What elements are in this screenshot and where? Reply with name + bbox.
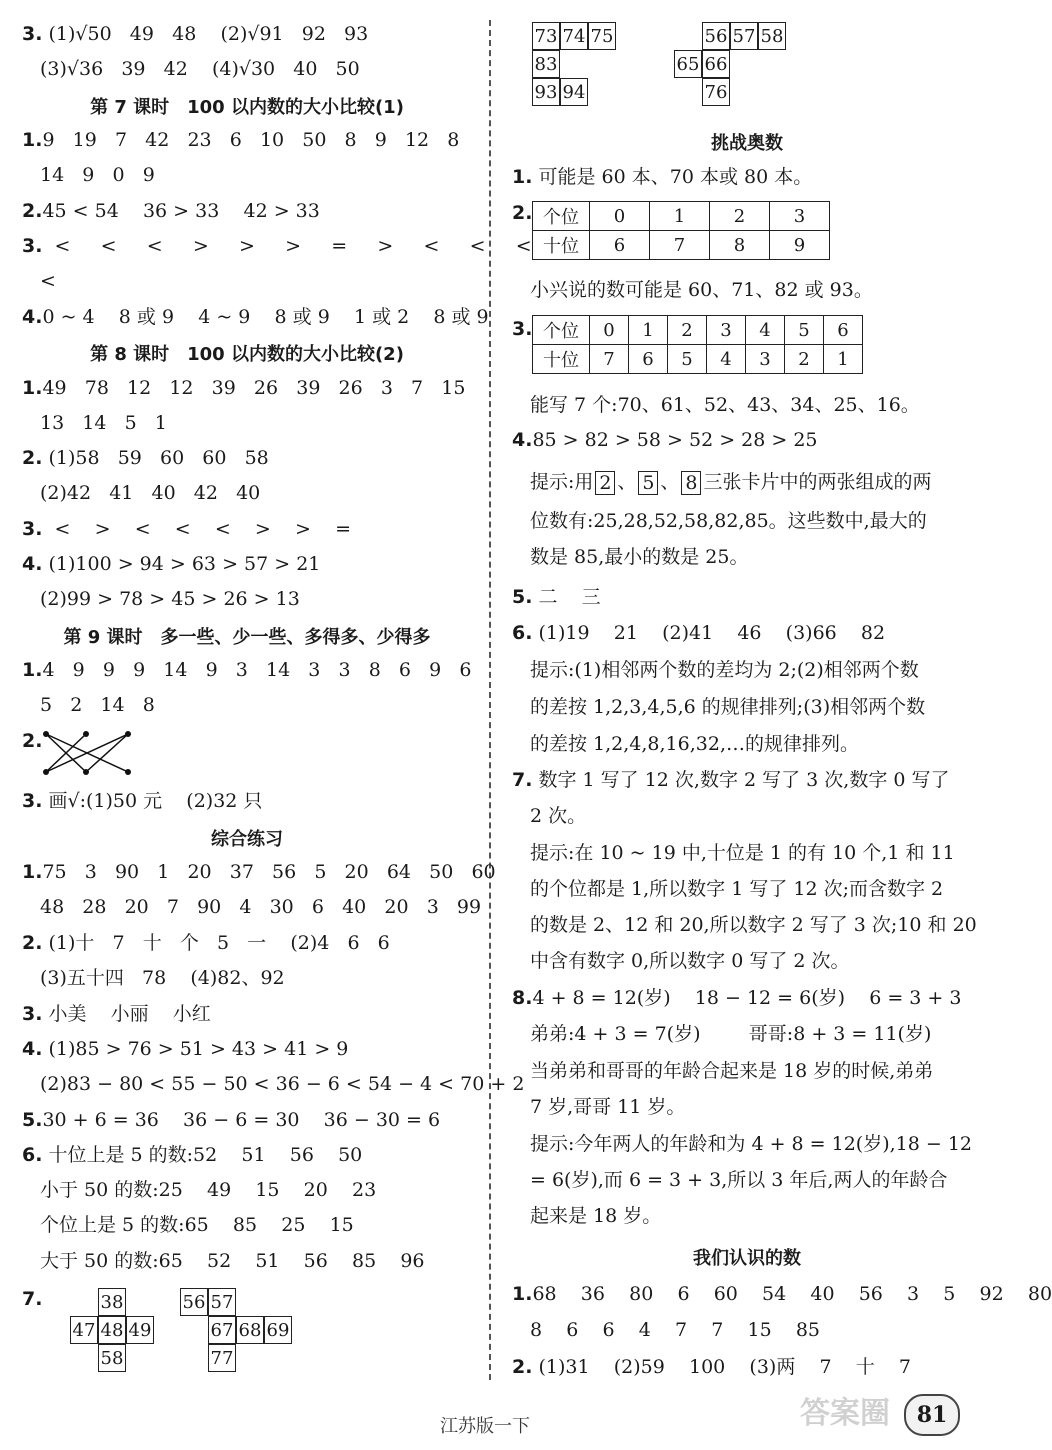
- answer-line: [22, 1213, 354, 1237]
- answer-text: 45 < 54 36 > 33 42 > 33: [42, 200, 320, 222]
- answer-text: 5 2 14 8: [40, 694, 155, 716]
- answer-line: [22, 966, 285, 990]
- hint-text: 提示:(1)相邻两个数的差均为 2;(2)相邻两个数: [530, 659, 919, 681]
- answer-line: [22, 931, 390, 955]
- answer-line: [22, 517, 351, 541]
- table-cell: 3: [770, 202, 830, 231]
- grid-cell: 94: [560, 78, 588, 106]
- question-number: 5.: [512, 586, 533, 608]
- question-number: 3.: [22, 518, 43, 540]
- grid-cell: 38: [98, 1288, 126, 1316]
- table-cell: 十位: [533, 345, 590, 374]
- footer-text: 江苏版一下: [440, 1416, 530, 1437]
- table-cell: 7: [590, 345, 629, 374]
- answer-line: [512, 1022, 931, 1046]
- question-number: 2.: [22, 932, 43, 954]
- answer-line: [512, 913, 977, 937]
- answer-line: [22, 1072, 524, 1096]
- hint-text: 提示:在 10 ~ 19 中,十位是 1 的有 10 个,1 和 11: [530, 842, 955, 864]
- answer-line: [22, 481, 260, 505]
- table-cell: 0: [590, 316, 629, 345]
- matching-diagram: [40, 728, 140, 778]
- table-cell: 1: [824, 345, 863, 374]
- answer-text: 13 14 5 1: [40, 412, 167, 434]
- answer-text: 2 次。: [530, 805, 587, 827]
- answer-line: [512, 695, 925, 719]
- answer-text: 75 3 90 1 20 37 56 5 20 64 50 60: [42, 861, 496, 883]
- answer-text: 49 78 12 12 39 26 39 26 3 7 15: [42, 377, 466, 399]
- question-number: 2.: [512, 202, 533, 224]
- answer-line: [512, 949, 850, 973]
- answer-line: [22, 552, 320, 576]
- question-number: 1.: [22, 861, 43, 883]
- hint-text: 三张卡片中的两张组成的两: [703, 471, 932, 493]
- answer-line: [512, 621, 885, 645]
- answer-line: [22, 1108, 440, 1132]
- question-number: 3.: [22, 790, 43, 812]
- grid-cell: 56: [180, 1288, 208, 1316]
- answer-line: [22, 693, 155, 717]
- answer-line: [22, 411, 167, 435]
- table-cell: 9: [770, 231, 830, 260]
- grid-cell: 58: [758, 22, 786, 50]
- section-heading: 第 7 课时 100 以内数的大小比较(1): [90, 97, 404, 118]
- answer-text: 可能是 60 本、70 本或 80 本。: [532, 166, 813, 188]
- answer-text: (2)42 41 40 42 40: [40, 482, 261, 504]
- answer-text: (1)58 59 60 60 58: [42, 447, 269, 469]
- question-number: 1.: [512, 1283, 533, 1305]
- grid-cell: 74: [560, 22, 588, 50]
- table-cell: 6: [629, 345, 668, 374]
- answer-line: [512, 393, 920, 417]
- table-cell: 4: [746, 316, 785, 345]
- table-cell: 十位: [533, 231, 590, 260]
- answer-line: [512, 317, 532, 341]
- answer-text: (2)99 > 78 > 45 > 26 > 13: [40, 588, 300, 610]
- table-cell: 5: [785, 316, 824, 345]
- table-cell: 1: [650, 202, 710, 231]
- answer-line: [22, 269, 56, 293]
- grid-cell: 83: [532, 50, 560, 78]
- answer-line: [512, 585, 601, 609]
- answer-text: (3)五十四 78 (4)82、92: [40, 967, 285, 989]
- table-cell: 3: [707, 316, 746, 345]
- question-number: 4.: [22, 306, 43, 328]
- answer-text: 弟弟:4 + 3 = 7(岁) 哥哥:8 + 3 = 11(岁): [530, 1023, 932, 1045]
- table-cell: 8: [710, 231, 770, 260]
- answer-text: 4 9 9 9 14 9 3 14 3 3 8 6 9 6: [42, 659, 472, 681]
- answer-text: 的数是 2、12 和 20,所以数字 2 写了 3 次;10 和 20: [530, 914, 977, 936]
- question-number: 5.: [22, 1109, 43, 1131]
- hint-text: 提示:用: [530, 471, 594, 493]
- grid-cell: 75: [588, 22, 616, 50]
- place-value-table-2: [532, 201, 830, 260]
- answer-line: [512, 545, 748, 569]
- watermark: 答案圈: [800, 1396, 890, 1431]
- table-cell: 4: [707, 345, 746, 374]
- answer-line: [22, 1002, 211, 1026]
- answer-line: [22, 57, 360, 81]
- answer-text: 48 28 20 7 90 4 30 6 40 20 3 99: [40, 896, 482, 918]
- answer-text: (1)85 > 76 > 51 > 43 > 41 > 9: [42, 1038, 349, 1060]
- table-cell: 5: [668, 345, 707, 374]
- answer-line: [22, 163, 155, 187]
- answer-line: [512, 1168, 947, 1192]
- answer-line: [512, 804, 586, 828]
- grid-cell: 68: [236, 1316, 264, 1344]
- answer-line: [512, 768, 950, 792]
- answer-line: [512, 165, 812, 189]
- question-number: 6.: [22, 1144, 43, 1166]
- answer-text: 数字 1 写了 12 次,数字 2 写了 3 次,数字 0 写了: [532, 769, 950, 791]
- answer-line: [22, 199, 320, 223]
- grid-cell: 57: [208, 1288, 236, 1316]
- answer-text: 的差按 1,2,4,8,16,32,…的规律排列。: [530, 733, 859, 755]
- answer-line: [512, 1132, 972, 1156]
- question-number: 1.: [512, 166, 533, 188]
- footer: [0, 1390, 1000, 1450]
- hint-text: 提示:今年两人的年龄和为 4 + 8 = 12(岁),18 − 12: [530, 1133, 973, 1155]
- answer-text: 小兴说的数可能是 60、71、82 或 93。: [530, 279, 873, 301]
- answer-line: [512, 1355, 911, 1379]
- grid-cell: 57: [730, 22, 758, 50]
- answer-line: [22, 1143, 362, 1167]
- answer-text: 0 ~ 4 8 或 9 4 ~ 9 8 或 9 1 或 2 8 或 9: [42, 306, 489, 328]
- answer-text: 7 岁,哥哥 11 岁。: [530, 1096, 686, 1118]
- answer-text: 8 6 6 4 7 7 15 85: [530, 1319, 820, 1341]
- answer-text: 85 > 82 > 58 > 52 > 28 > 25: [532, 429, 818, 451]
- digit-card: 5: [638, 471, 658, 495]
- answer-line: [22, 22, 368, 46]
- answer-line: [22, 789, 262, 813]
- answer-text: 小于 50 的数:25 49 15 20 23: [40, 1179, 377, 1201]
- answer-text: < > < < < > > =: [42, 518, 351, 540]
- answer-line: [512, 1204, 661, 1228]
- question-number: 3.: [22, 235, 43, 257]
- answer-line: [512, 428, 818, 452]
- question-number: 7.: [512, 769, 533, 791]
- grid-cell: 93: [532, 78, 560, 106]
- section-heading: 综合练习: [211, 829, 283, 850]
- answer-line: [22, 234, 532, 258]
- answer-line: [512, 986, 961, 1010]
- answer-text: 4 + 8 = 12(岁) 18 − 12 = 6(岁) 6 = 3 + 3: [532, 987, 962, 1009]
- answer-text: 位数有:25,28,52,58,82,85。这些数中,最大的: [530, 510, 927, 532]
- answer-text: (1)19 21 (2)41 46 (3)66 82: [532, 622, 886, 644]
- grid-cell: 69: [264, 1316, 292, 1344]
- table-cell: 3: [746, 345, 785, 374]
- digit-card: 8: [681, 471, 701, 495]
- question-number: 3.: [512, 318, 533, 340]
- answer-line: [22, 587, 300, 611]
- question-number: 4.: [512, 429, 533, 451]
- question-number: 2.: [22, 730, 43, 752]
- answer-line: [22, 376, 465, 400]
- grid-cell: 65: [674, 50, 702, 78]
- answer-line: [512, 732, 859, 756]
- answer-text: 14 9 0 9: [40, 164, 155, 186]
- answer-text: (1)31 (2)59 100 (3)两 7 十 7: [532, 1356, 911, 1378]
- answer-text: (1)√50 49 48 (2)√91 92 93: [42, 23, 369, 45]
- table-cell: 2: [710, 202, 770, 231]
- answer-text: < < < > > > = > < < <: [42, 235, 532, 257]
- table-cell: 个位: [533, 316, 590, 345]
- answer-line: [22, 446, 269, 470]
- answer-line: [22, 658, 471, 682]
- answer-text: 能写 7 个:70、61、52、43、34、25、16。: [530, 394, 920, 416]
- answer-line: [22, 895, 481, 919]
- answer-text: 9 19 7 42 23 6 10 50 8 9 12 8: [42, 129, 460, 151]
- table-cell: 6: [590, 231, 650, 260]
- answer-line: [22, 1178, 376, 1202]
- column-divider: [489, 20, 491, 1380]
- answer-line: [512, 278, 873, 302]
- question-number: 2.: [22, 200, 43, 222]
- table-cell: 个位: [533, 202, 590, 231]
- answer-text: 二 三: [532, 586, 601, 608]
- section-heading: 挑战奥数: [711, 133, 783, 154]
- section-heading: 我们认识的数: [693, 1248, 801, 1269]
- answer-text: 68 36 80 6 60 54 40 56 3 5 92 80: [532, 1283, 1052, 1305]
- question-number: 3.: [22, 1003, 43, 1025]
- answer-line: [512, 1282, 1052, 1306]
- table-cell: 7: [650, 231, 710, 260]
- grid-cell: 56: [702, 22, 730, 50]
- question-number: 8.: [512, 987, 533, 1009]
- grid-cell: 48: [98, 1316, 126, 1344]
- hint-line: 提示:用 2 、 5 、 8 三张卡片中的两张组成的两: [530, 471, 932, 494]
- answer-text: (2)83 − 80 < 55 − 50 < 36 − 6 < 54 − 4 < 70 + 2: [40, 1073, 525, 1095]
- question-number: 1.: [22, 659, 43, 681]
- question-number: 7.: [22, 1288, 43, 1310]
- answer-text: (1)十 7 十 个 5 一 (2)4 6 6: [42, 932, 390, 954]
- answer-text: 起来是 18 岁。: [530, 1205, 662, 1227]
- answer-text: 30 + 6 = 36 36 − 6 = 30 36 − 30 = 6: [42, 1109, 441, 1131]
- answer-text: 的差按 1,2,3,4,5,6 的规律排列;(3)相邻两个数: [530, 696, 926, 718]
- answer-text: 个位上是 5 的数:65 85 25 15: [40, 1214, 354, 1236]
- digit-card: 2: [595, 471, 615, 495]
- table-cell: 2: [668, 316, 707, 345]
- place-value-table-3: [532, 315, 863, 374]
- answer-text: 数是 85,最小的数是 25。: [530, 546, 749, 568]
- grid-cell: 49: [126, 1316, 154, 1344]
- table-cell: 1: [629, 316, 668, 345]
- question-number: 6.: [512, 622, 533, 644]
- answer-line: [22, 1249, 425, 1273]
- answer-text: 小美 小丽 小红: [42, 1003, 211, 1025]
- section-heading: 第 9 课时 多一些、少一些、多得多、少得多: [63, 627, 431, 648]
- answer-line: [22, 1037, 348, 1061]
- answer-text: 中含有数字 0,所以数字 0 写了 2 次。: [530, 950, 850, 972]
- question-number: 3.: [22, 23, 43, 45]
- answer-line: [22, 860, 496, 884]
- answer-text: 当弟弟和哥哥的年龄合起来是 18 岁的时候,弟弟: [530, 1060, 934, 1082]
- answer-text: 画√:(1)50 元 (2)32 只: [42, 790, 263, 812]
- grid-cell: 76: [702, 78, 730, 106]
- grid-cell: 77: [208, 1344, 236, 1372]
- answer-text: 的个位都是 1,所以数字 1 写了 12 次;而含数字 2: [530, 878, 944, 900]
- grid-cell: 73: [532, 22, 560, 50]
- section-heading: 第 8 课时 100 以内数的大小比较(2): [90, 344, 404, 365]
- grid-cell: 67: [208, 1316, 236, 1344]
- answer-text: = 6(岁),而 6 = 3 + 3,所以 3 年后,两人的年龄合: [530, 1169, 948, 1191]
- question-number: 2.: [512, 1356, 533, 1378]
- grid-cell: 58: [98, 1344, 126, 1372]
- question-number: 2.: [22, 447, 43, 469]
- answer-text: (3)√36 39 42 (4)√30 40 50: [40, 58, 360, 80]
- answer-line: [512, 201, 532, 225]
- answer-line: [22, 305, 489, 329]
- answer-line: [512, 1059, 933, 1083]
- answer-line: [22, 1287, 42, 1311]
- answer-line: [512, 841, 955, 865]
- answer-text: 十位上是 5 的数:52 51 56 50: [42, 1144, 363, 1166]
- question-number: 4.: [22, 553, 43, 575]
- answer-line: [512, 1095, 685, 1119]
- question-number: 1.: [22, 129, 43, 151]
- answer-text: 大于 50 的数:65 52 51 56 85 96: [40, 1250, 425, 1272]
- question-number: 1.: [22, 377, 43, 399]
- grid-cell: 47: [70, 1316, 98, 1344]
- answer-text: (1)100 > 94 > 63 > 57 > 21: [42, 553, 321, 575]
- answer-text: <: [40, 270, 56, 292]
- answer-line: [22, 128, 459, 152]
- question-number: 4.: [22, 1038, 43, 1060]
- answer-line: [512, 509, 927, 533]
- table-cell: 6: [824, 316, 863, 345]
- table-cell: 0: [590, 202, 650, 231]
- answer-line: [512, 1318, 820, 1342]
- page-number: 81: [904, 1394, 960, 1436]
- table-cell: 2: [785, 345, 824, 374]
- grid-cell: 66: [702, 50, 730, 78]
- answer-line: [512, 658, 919, 682]
- answer-line: [512, 877, 943, 901]
